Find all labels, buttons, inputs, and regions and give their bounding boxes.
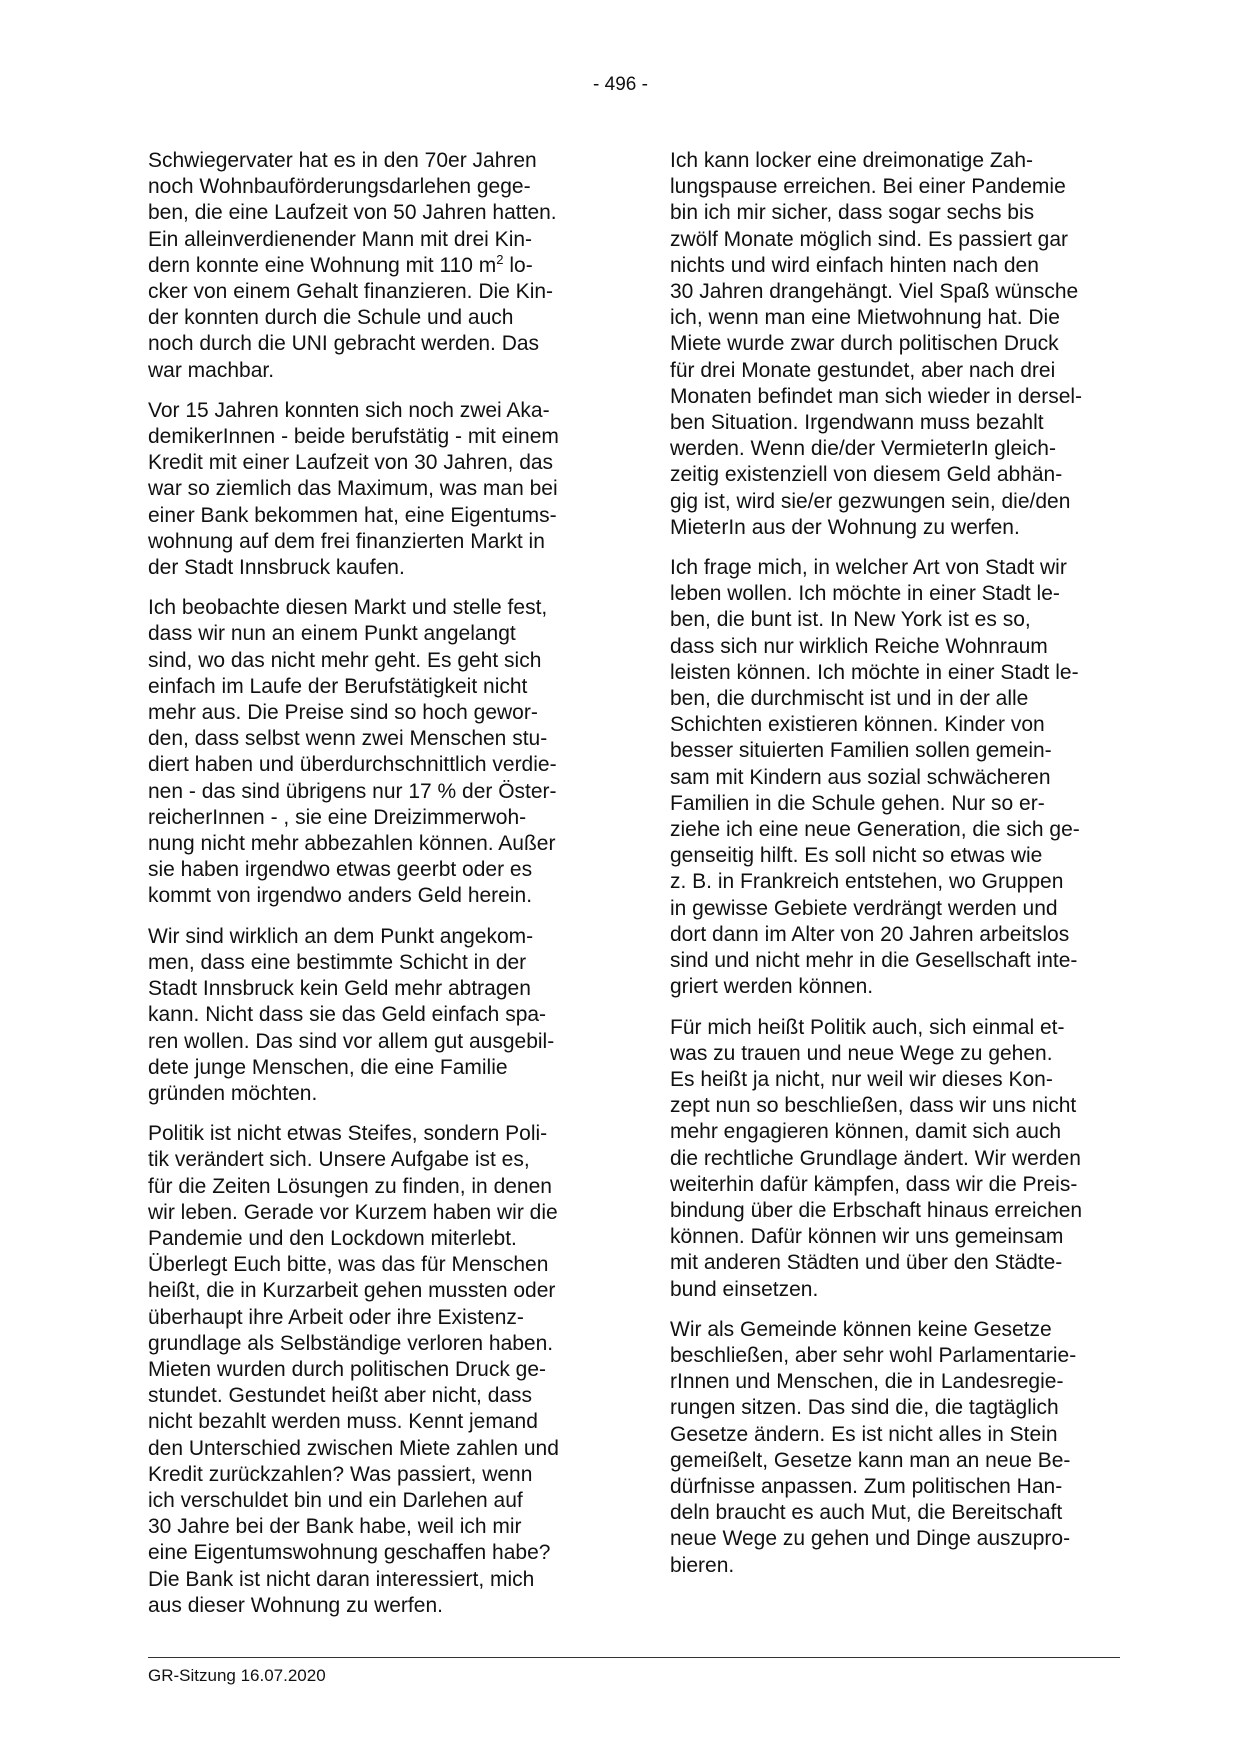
text-line: Wir als Gemeinde können keine Gesetze [670,1317,1052,1341]
text-line: Ich beobachte diesen Markt und stelle fest, [148,596,548,620]
text-line: sie haben irgendwo etwas geerbt oder es [148,858,533,882]
text-line: nichts und wird einfach hinten nach den [670,253,1039,277]
text-line: rInnen und Menschen, die in Landesregie- [670,1370,1064,1394]
text-line: bin ich mir sicher, dass sogar sechs bis [670,201,1035,225]
text-line: Wir sind wirklich an dem Punkt angekom- [148,924,534,948]
text-line: aus dieser Wohnung zu werfen. [148,1593,443,1617]
text-line: kann. Nicht dass sie das Geld einfach spa- [148,1003,547,1027]
text-line: diert haben und überdurchschnittlich verdie- [148,753,557,777]
text-line: Vor 15 Jahren konnten sich noch zwei Aka- [148,398,550,422]
text-line: ben, die durchmischt ist und in der alle [670,687,1029,711]
text-line: zeitig existenziell von diesem Geld abhän- [670,463,1063,487]
text-line: Ein alleinverdienender Mann mit drei Kin- [148,227,533,251]
text-line: stundet. Gestundet heißt aber nicht, dass [148,1384,533,1408]
text-line: der Stadt Innsbruck kaufen. [148,556,405,580]
text-line: 30 Jahren drangehängt. Viel Spaß wünsche [670,280,1079,304]
text-line: was zu trauen und neue Wege zu gehen. [670,1041,1053,1065]
paragraph [148,924,598,1107]
text-line: zept nun so beschließen, dass wir uns nicht [670,1094,1077,1118]
footer-divider [148,1657,1120,1658]
text-line: ben Situation. Irgendwann muss bezahlt [670,411,1044,435]
text-line: Kredit zurückzahlen? Was passiert, wenn [148,1462,533,1486]
text-line: kommt von irgendwo anders Geld herein. [148,884,533,908]
text-line: ben, die bunt ist. In New York ist es so, [670,608,1031,632]
text-line: ren wollen. Das sind vor allem gut ausgebil- [148,1029,555,1053]
text-line: dete junge Menschen, die eine Familie [148,1055,508,1079]
text-line: leben wollen. Ich möchte in einer Stadt le- [670,582,1060,606]
text-line: dass sich nur wirklich Reiche Wohnraum [670,634,1048,658]
text-line: dass wir nun an einem Punkt angelangt [148,622,516,646]
text-line: griert werden können. [670,975,874,999]
text-line: dürfnisse anpassen. Zum politischen Han- [670,1474,1063,1498]
footer-session-date: GR-Sitzung 16.07.2020 [148,1666,326,1685]
text-line: bund einsetzen. [670,1277,819,1301]
paragraph [148,398,598,581]
text-line: mit anderen Städten und über den Städte- [670,1251,1063,1275]
text-line: neue Wege zu gehen und Dinge auszupro- [670,1527,1071,1551]
text-line: 30 Jahre bei der Bank habe, weil ich mir [148,1515,522,1539]
text-line: Gesetze ändern. Es ist nicht alles in Stein [670,1422,1058,1446]
text-line: Es heißt ja nicht, nur weil wir dieses Kon- [670,1067,1053,1091]
paragraph [670,148,1120,541]
text-line: für drei Monate gestundet, aber nach drei [670,358,1056,382]
text-line: leisten können. Ich möchte in einer Stadt le- [670,660,1079,684]
text-line: heißt, die in Kurzarbeit gehen mussten oder [148,1279,556,1303]
text-line: einfach im Laufe der Berufstätigkeit nicht [148,674,528,698]
text-line: werden. Wenn die/der VermieterIn gleich- [670,437,1056,461]
text-line [148,253,598,279]
text-line: ich verschuldet bin und ein Darlehen auf [148,1488,523,1512]
text-line: gig ist, wird sie/er gezwungen sein, die/den [670,489,1071,513]
text-line: Schichten existieren können. Kinder von [670,713,1045,737]
text-line: deln braucht es auch Mut, die Bereitschaft [670,1501,1063,1525]
text-line: bieren. [670,1553,735,1577]
text-line: wohnung auf dem frei finanzierten Markt in [148,529,545,553]
text-line: lungspause erreichen. Bei einer Pandemie [670,175,1066,199]
text-line: tik verändert sich. Unsere Aufgabe ist es, [148,1148,530,1172]
right-column [670,148,1120,1593]
text-line: Mieten wurden durch politischen Druck ge- [148,1357,547,1381]
text-line: Die Bank ist nicht daran interessiert, mich [148,1567,535,1591]
paragraph [670,555,1120,1000]
text-line: weiterhin dafür kämpfen, dass wir die Preis- [670,1172,1078,1196]
text-line: Monaten befindet man sich wieder in dersel- [670,384,1083,408]
left-column [148,148,598,1633]
text-line: noch durch die UNI gebracht werden. Das [148,332,540,356]
text-line: demikerInnen - beide berufstätig - mit einem [148,425,559,449]
text-line: grundlage als Selbständige verloren haben. [148,1331,554,1355]
text-line: war so ziemlich das Maximum, was man bei [148,477,558,501]
text-line: MieterIn aus der Wohnung zu werfen. [670,515,1020,539]
text-line: dort dann im Alter von 20 Jahren arbeitslos [670,922,1070,946]
text-line: der konnten durch die Schule und auch [148,306,514,330]
text-line: überhaupt ihre Arbeit oder ihre Existenz- [148,1305,524,1329]
superscript: 2 [496,251,504,267]
text-line: für die Zeiten Lösungen zu finden, in denen [148,1174,552,1198]
text-line: mehr aus. Die Preise sind so hoch gewor- [148,701,538,725]
text-fragment: lo- [503,253,533,277]
text-line: Politik ist nicht etwas Steifes, sondern Poli- [148,1122,548,1146]
text-line: ich, wenn man eine Mietwohnung hat. Die [670,306,1060,330]
text-fragment: dern konnte eine Wohnung mit 110 m [148,253,497,277]
text-line: ziehe ich eine neue Generation, die sich ge- [670,818,1080,842]
text-line: sind, wo das nicht mehr geht. Es geht sich [148,648,542,672]
text-line: nen - das sind übrigens nur 17 % der Öster- [148,779,557,803]
text-line: gemeißelt, Gesetze kann man an neue Be- [670,1448,1071,1472]
text-line: Pandemie und den Lockdown miterlebt. [148,1226,517,1250]
text-line: Ich frage mich, in welcher Art von Stadt wir [670,556,1067,580]
text-line: den Unterschied zwischen Miete zahlen und [148,1436,559,1460]
text-line: rungen sitzen. Das sind die, die tagtäglich [670,1396,1059,1420]
text-line: eine Eigentumswohnung geschaffen habe? [148,1541,551,1565]
text-line: können. Dafür können wir uns gemeinsam [670,1225,1064,1249]
text-line: einer Bank bekommen hat, eine Eigentums- [148,503,557,527]
text-line: Kredit mit einer Laufzeit von 30 Jahren, das [148,451,554,475]
text-line: Für mich heißt Politik auch, sich einmal et- [670,1015,1065,1039]
text-line: Ich kann locker eine dreimonatige Zah- [670,149,1034,172]
text-line: mehr engagieren können, damit sich auch [670,1120,1062,1144]
text-line: war machbar. [148,358,275,382]
text-line: men, dass eine bestimmte Schicht in der [148,950,527,974]
paragraph [148,148,598,384]
text-line: Überlegt Euch bitte, was das für Menschen [148,1253,549,1277]
text-line: genseitig hilft. Es soll nicht so etwas wie [670,844,1043,868]
paragraph [670,1015,1120,1303]
text-line: reicherInnen - , sie eine Dreizimmerwoh- [148,805,527,829]
text-line: sam mit Kindern aus sozial schwächeren [670,765,1051,789]
text-line: den, dass selbst wenn zwei Menschen stu- [148,727,548,751]
text-line: in gewisse Gebiete verdrängt werden und [670,896,1058,920]
text-line: Stadt Innsbruck kein Geld mehr abtragen [148,977,531,1001]
text-line: Miete wurde zwar durch politischen Druck [670,332,1059,356]
text-line: besser situierten Familien sollen gemein- [670,739,1052,763]
text-line: beschließen, aber sehr wohl Parlamentarie- [670,1343,1077,1367]
text-line: wir leben. Gerade vor Kurzem haben wir die [148,1200,558,1224]
text-line: gründen möchten. [148,1081,318,1105]
text-line: nung nicht mehr abbezahlen können. Außer [148,832,556,856]
text-line: zwölf Monate möglich sind. Es passiert gar [670,227,1069,251]
paragraph [148,595,598,909]
page-number: - 496 - [593,74,648,95]
paragraph [670,1317,1120,1579]
text-line: sind und nicht mehr in die Gesellschaft inte- [670,949,1078,973]
text-line: Schwiegervater hat es in den 70er Jahren [148,149,537,172]
text-line: Familien in die Schule gehen. Nur so er- [670,791,1045,815]
text-line: noch Wohnbauförderungsdarlehen gege- [148,175,531,199]
text-line: nicht bezahlt werden muss. Kennt jemand [148,1410,538,1434]
text-line: die rechtliche Grundlage ändert. Wir werden [670,1146,1081,1170]
text-line: bindung über die Erbschaft hinaus erreichen [670,1198,1083,1222]
text-line: z. B. in Frankreich entstehen, wo Gruppen [670,870,1064,894]
text-line: ben, die eine Laufzeit von 50 Jahren hatten. [148,201,557,225]
paragraph [148,1121,598,1619]
text-line: cker von einem Gehalt finanzieren. Die Kin- [148,280,554,304]
